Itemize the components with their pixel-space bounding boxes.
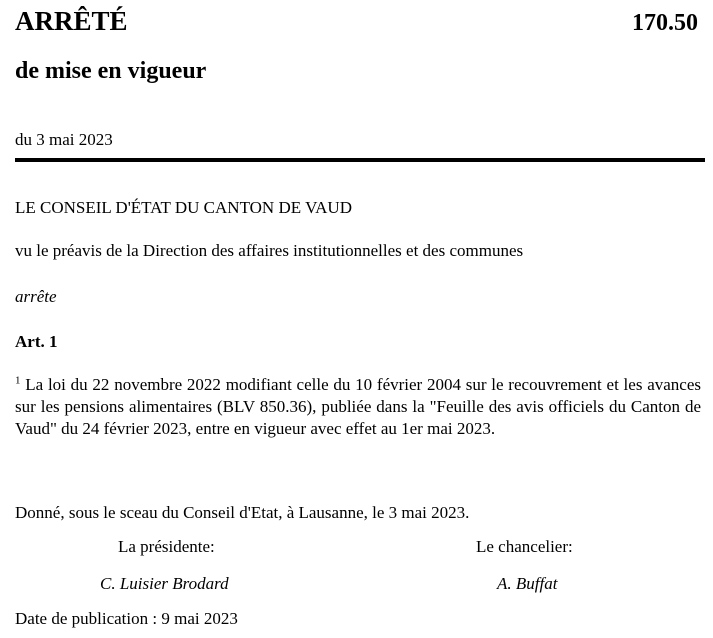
left-signature-name: C. Luisier Brodard <box>100 574 229 593</box>
document-date: du 3 mai 2023 <box>15 130 113 149</box>
right-signature-name: A. Buffat <box>497 574 558 593</box>
authority-line: LE CONSEIL D'ÉTAT DU CANTON DE VAUD <box>15 198 352 217</box>
article-text: La loi du 22 novembre 2022 modifiant celle du 10 février 2004 sur le recouvrement et les avances sur les pensions alimentaires (BLV 850.36), publiée dans la "Feuille des avis officiels du Canton de Vaud" du 24 février 2023, entre en vigueur avec effet au 1er mai 2023. <box>15 375 701 438</box>
considering-line: vu le préavis de la Direction des affaires institutionnelles et des communes <box>15 241 524 260</box>
decides-line: arrête <box>15 287 57 306</box>
document-title: ARRÊTÉ <box>15 6 128 36</box>
left-signature-label: La présidente: <box>118 537 215 556</box>
article-paragraph <box>15 374 701 440</box>
article-heading: Art. 1 <box>15 332 58 351</box>
document-number: 170.50 <box>632 10 698 36</box>
given-line: Donné, sous le sceau du Conseil d'Etat, à Lausanne, le 3 mai 2023. <box>15 503 470 522</box>
document-subtitle: de mise en vigueur <box>15 58 207 84</box>
publication-date: Date de publication : 9 mai 2023 <box>15 609 238 628</box>
paragraph-number: 1 <box>15 374 21 387</box>
right-signature-label: Le chancelier: <box>476 537 573 556</box>
header-divider <box>15 158 705 162</box>
